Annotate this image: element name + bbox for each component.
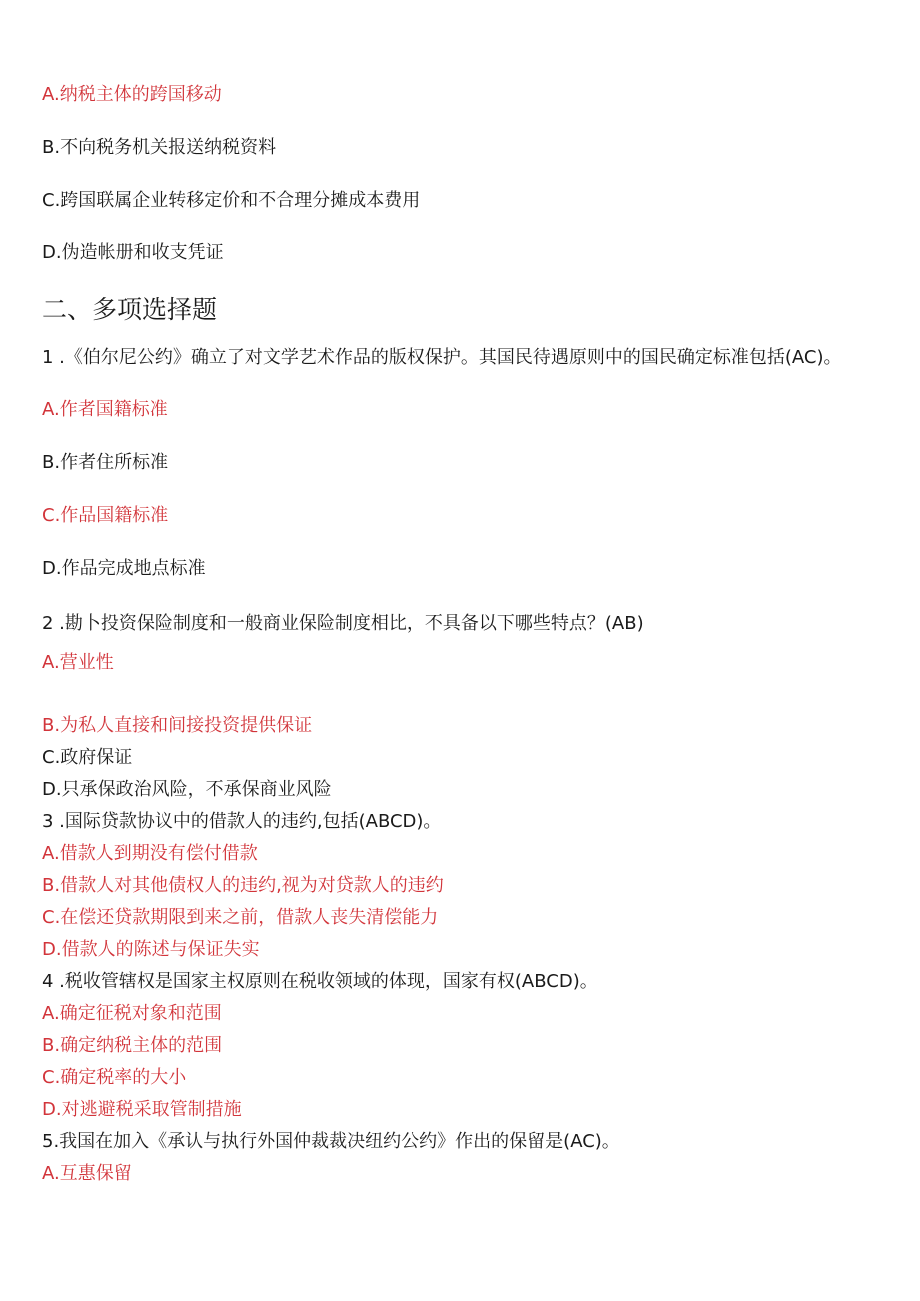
question-stem: 3 .国际贷款协议中的借款人的违约,包括(ABCD)。 <box>42 811 442 832</box>
option-d: D.对逃避税采取管制措施 <box>42 1099 242 1120</box>
option-a: A.作者国籍标准 <box>42 399 168 420</box>
option-b: B.借款人对其他债权人的违约,视为对贷款人的违约 <box>42 875 444 896</box>
option-a: A.互惠保留 <box>42 1163 132 1184</box>
option-c: C.跨国联属企业转移定价和不合理分摊成本费用 <box>42 190 421 211</box>
option-d: D.借款人的陈述与保证失实 <box>42 939 260 960</box>
option-d: D.作品完成地点标准 <box>42 558 206 579</box>
option-b: B.作者住所标准 <box>42 452 169 473</box>
option-a: A.营业性 <box>42 652 114 673</box>
option-b: B.不向税务机关报送纳税资料 <box>42 137 277 158</box>
option-a: A.借款人到期没有偿付借款 <box>42 843 258 864</box>
option-c: C.确定税率的大小 <box>42 1067 187 1088</box>
option-d: D.伪造帐册和收支凭证 <box>42 242 224 263</box>
option-a: A.确定征税对象和范围 <box>42 1003 222 1024</box>
question-stem: 2 .勘卜投资保险制度和一般商业保险制度相比，不具备以下哪些特点？(AB) <box>42 613 644 634</box>
question-stem: 4 .税收管辖权是国家主权原则在税收领域的体现，国家有权(ABCD)。 <box>42 971 598 992</box>
option-b: B.确定纳税主体的范围 <box>42 1035 223 1056</box>
section-heading: 二、多项选择题 <box>42 295 218 324</box>
option-d: D.只承保政治风险，不承保商业风险 <box>42 779 332 800</box>
option-c: C.在偿还贷款期限到来之前，借款人丧失清偿能力 <box>42 907 439 928</box>
option-b: B.为私人直接和间接投资提供保证 <box>42 715 313 736</box>
question-stem: 1 .《伯尔尼公约》确立了对文学艺术作品的版权保护。其国民待遇原则中的国民确定标准包括(AC)。 <box>42 347 842 368</box>
option-a: A.纳税主体的跨国移动 <box>42 84 222 105</box>
option-c: C.政府保证 <box>42 747 133 768</box>
option-c: C.作品国籍标准 <box>42 505 169 526</box>
question-stem: 5.我国在加入《承认与执行外国仲裁裁决纽约公约》作出的保留是(AC)。 <box>42 1131 620 1152</box>
